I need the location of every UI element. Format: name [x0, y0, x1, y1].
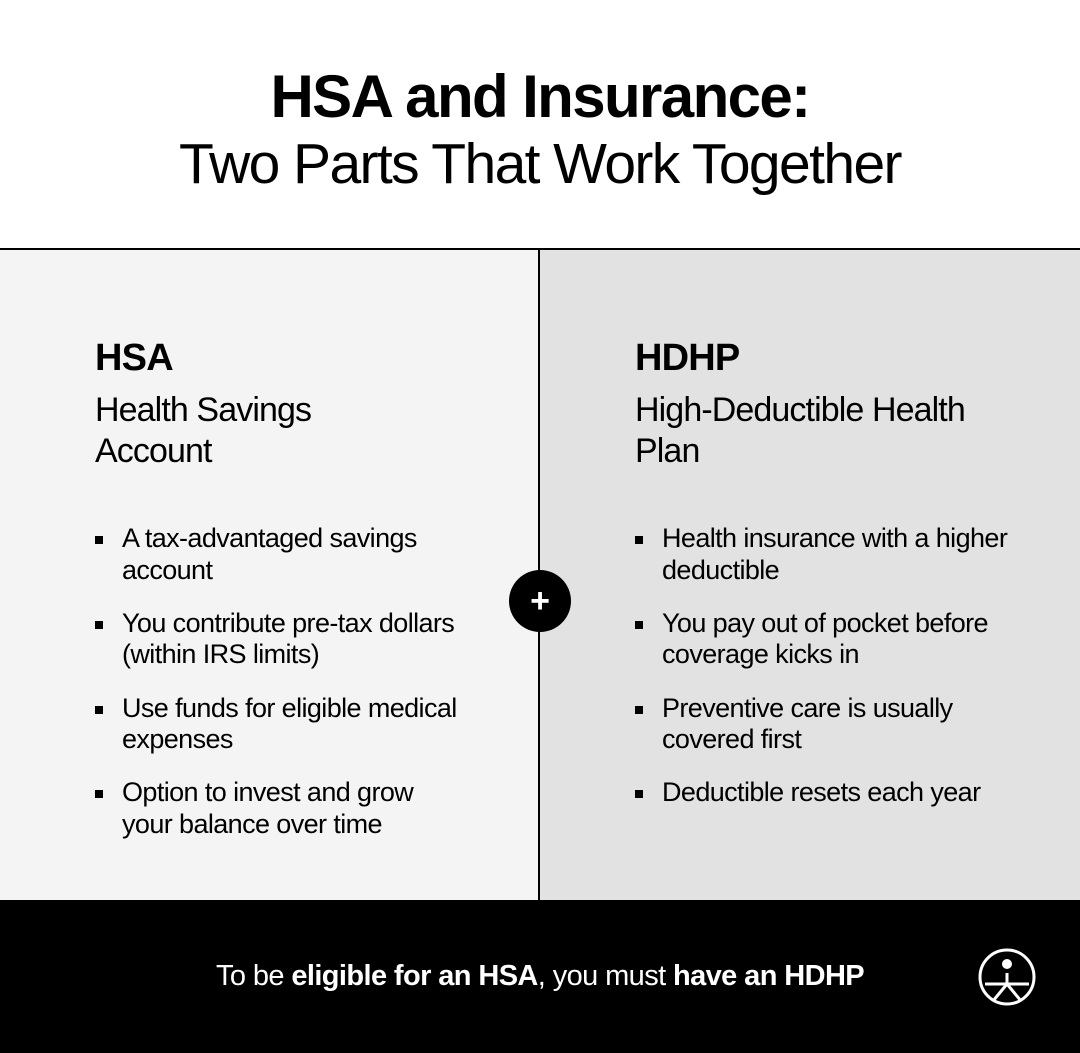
- column-hsa-expansion: Health Savings Account: [95, 390, 312, 470]
- column-hdhp-acronym: HDHP: [635, 337, 740, 379]
- column-hsa: [0, 250, 540, 900]
- list-item: Preventive care is usually covered first: [635, 693, 1020, 756]
- column-hdhp-expansion: High-Deductible Health Plan: [635, 390, 965, 470]
- comparison-columns: [0, 248, 1080, 900]
- list-item: You pay out of pocket before coverage kicks in: [635, 608, 1020, 671]
- footer-text-bold-2: have an HDHP: [673, 960, 865, 993]
- header: [0, 0, 1080, 248]
- list-item: Health insurance with a higher deductible: [635, 523, 1020, 586]
- list-item: Option to invest and grow your balance over time: [95, 777, 468, 840]
- page-title-line-2: Two Parts That Work Together: [179, 132, 901, 197]
- footer-text-part-1: To be: [215, 960, 292, 993]
- person-in-circle-logo: [977, 947, 1037, 1007]
- footer-text-bold-1: eligible for an HSA: [291, 960, 538, 993]
- column-hdhp: [540, 250, 1080, 900]
- list-item: Deductible resets each year: [635, 777, 1020, 808]
- page-title-line-1: HSA and Insurance:: [270, 62, 810, 130]
- footer-text-part-2: , you must: [537, 960, 674, 993]
- column-hdhp-bullet-list: [635, 523, 1020, 808]
- list-item: A tax-advantaged savings account: [95, 523, 468, 586]
- footer-banner: [0, 900, 1080, 1053]
- list-item: You contribute pre-tax dollars (within IRS limits): [95, 608, 468, 671]
- column-hsa-acronym: HSA: [95, 337, 173, 379]
- footer-message: [216, 959, 864, 994]
- plus-icon: +: [509, 570, 571, 632]
- list-item: Use funds for eligible medical expenses: [95, 693, 468, 756]
- column-hsa-bullet-list: [95, 523, 468, 840]
